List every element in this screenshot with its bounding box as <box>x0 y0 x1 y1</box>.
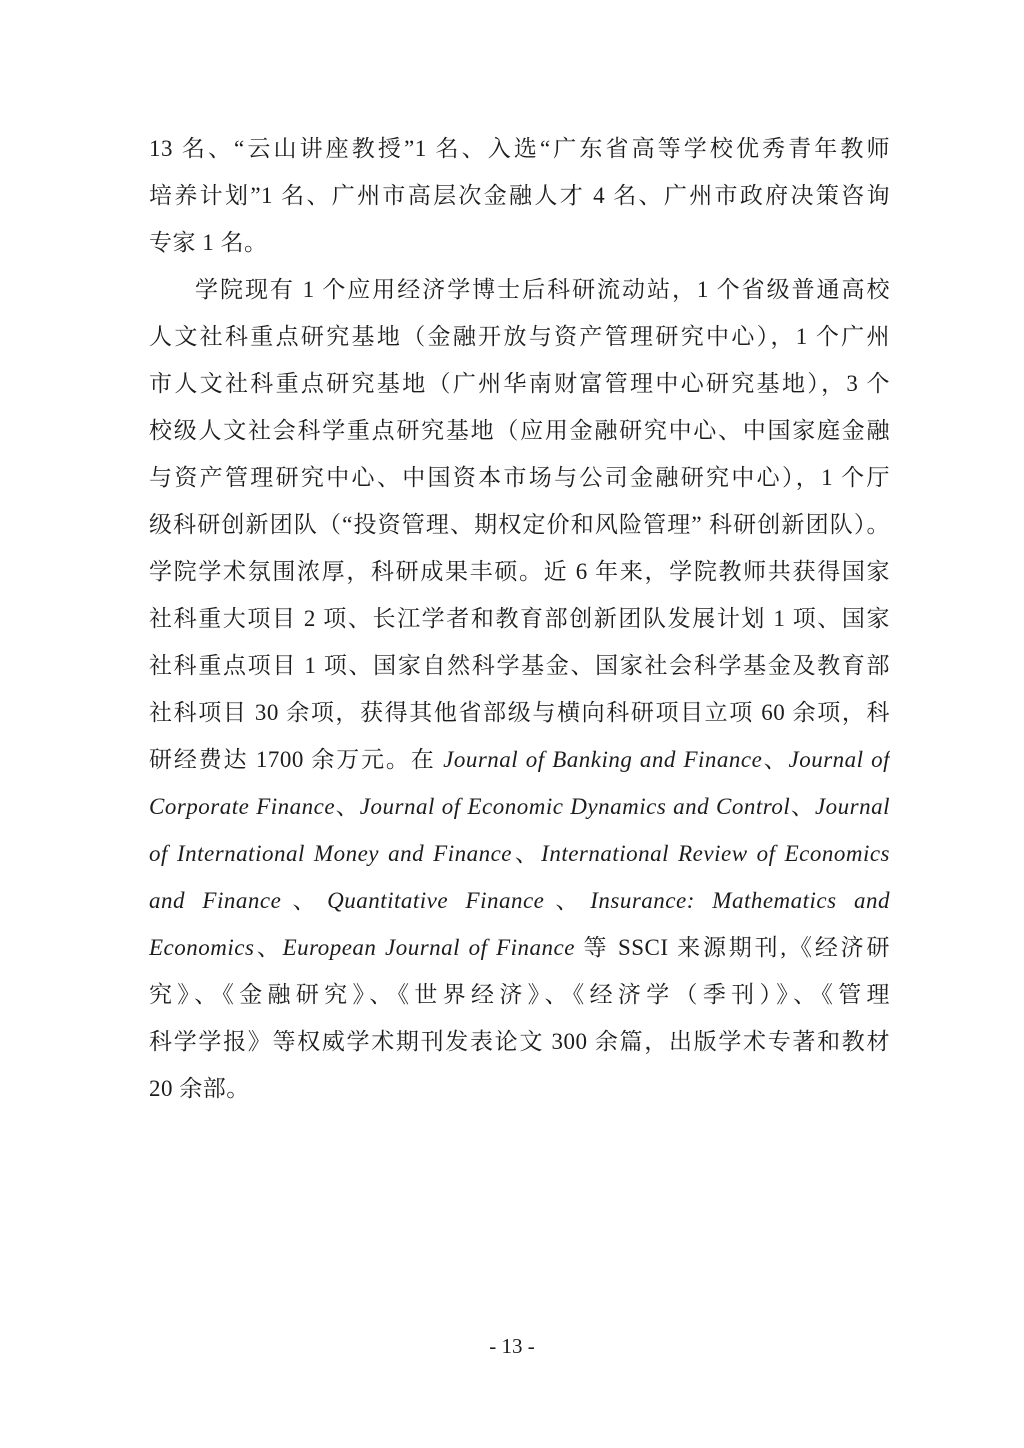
text-line <box>149 172 890 219</box>
text-segment: 级科研创新团队（“投资管理、期权定价和风险管理” 科研创新团队）。 <box>149 512 890 537</box>
text-segment: 、 <box>335 794 360 819</box>
journal-name-italic: Journal of <box>788 747 890 772</box>
text-line <box>149 407 890 454</box>
text-segment: 与资产管理研究中心、中国资本市场与公司金融研究中心），1 个厅 <box>149 465 890 490</box>
text-segment: 市人文社科重点研究基地（广州华南财富管理中心研究基地），3 个 <box>149 371 890 396</box>
text-line <box>149 689 890 736</box>
journal-name-italic: Economics <box>149 935 255 960</box>
text-segment: 、 <box>762 747 789 772</box>
text-segment: 研经费达 1700 余万元。在 <box>149 747 444 772</box>
text-line <box>149 125 890 172</box>
text-segment: 专家 1 名。 <box>149 230 268 255</box>
journal-name-italic: Journal of Economic Dynamics and Control <box>359 794 791 819</box>
document-body <box>149 125 890 1112</box>
text-segment: 、 <box>790 794 815 819</box>
text-segment: 、 <box>512 841 542 866</box>
text-segment: 、 <box>544 888 591 913</box>
text-line <box>149 971 890 1018</box>
journal-name-italic: European Journal of Finance <box>282 935 575 960</box>
text-segment: 社科重大项目 2 项、长江学者和教育部创新团队发展计划 1 项、国家 <box>149 606 890 631</box>
text-segment: 学院现有 1 个应用经济学博士后科研流动站，1 个省级普通高校 <box>195 277 890 302</box>
text-line <box>149 360 890 407</box>
text-segment: 、 <box>281 888 328 913</box>
text-segment: 学院学术氛围浓厚，科研成果丰硕。近 6 年来，学院教师共获得国家 <box>149 559 890 584</box>
text-line <box>149 548 890 595</box>
text-segment: 等 SSCI 来源期刊,《经济研 <box>574 935 890 960</box>
text-line <box>149 924 890 971</box>
journal-name-italic: Journal <box>814 794 890 819</box>
text-line <box>149 595 890 642</box>
text-line <box>149 1018 890 1065</box>
text-line <box>149 313 890 360</box>
text-segment: 社科重点项目 1 项、国家自然科学基金、国家社会科学基金及教育部 <box>149 653 890 678</box>
text-segment: 究》、《金融研究》、《世界经济》、《经济学（季刊）》、《管理 <box>149 982 890 1007</box>
text-segment: 社科项目 30 余项，获得其他省部级与横向科研项目立项 60 余项，科 <box>149 700 890 725</box>
text-segment: 、 <box>254 935 283 960</box>
journal-name-italic: of International Money and Finance <box>149 841 513 866</box>
text-segment: 科学学报》等权威学术期刊发表论文 300 余篇，出版学术专著和教材 <box>149 1029 890 1054</box>
text-line <box>149 266 890 313</box>
text-line <box>149 454 890 501</box>
text-line <box>149 501 890 548</box>
text-line <box>149 783 890 830</box>
text-segment: 人文社科重点研究基地（金融开放与资产管理研究中心），1 个广州 <box>149 324 890 349</box>
text-line <box>149 642 890 689</box>
page-number: - 13 - <box>489 1334 535 1358</box>
journal-name-italic: Journal of Banking and Finance <box>443 747 763 772</box>
text-segment: 13 名、“云山讲座教授”1 名、入选“广东省高等学校优秀青年教师 <box>149 136 890 161</box>
text-segment: 培养计划”1 名、广州市高层次金融人才 4 名、广州市政府决策咨询 <box>149 183 890 208</box>
text-line <box>149 1065 890 1112</box>
journal-name-italic: Quantitative Finance <box>327 888 545 913</box>
text-segment: 校级人文社会科学重点研究基地（应用金融研究中心、中国家庭金融 <box>149 418 890 443</box>
text-line <box>149 219 890 266</box>
journal-name-italic: Insurance: Mathematics and <box>590 888 890 913</box>
journal-name-italic: International Review of Economics <box>541 841 890 866</box>
journal-name-italic: and Finance <box>149 888 282 913</box>
text-line <box>149 736 890 783</box>
text-segment: 20 余部。 <box>149 1076 250 1101</box>
journal-name-italic: Corporate Finance <box>149 794 336 819</box>
text-line <box>149 877 890 924</box>
text-line <box>149 830 890 877</box>
